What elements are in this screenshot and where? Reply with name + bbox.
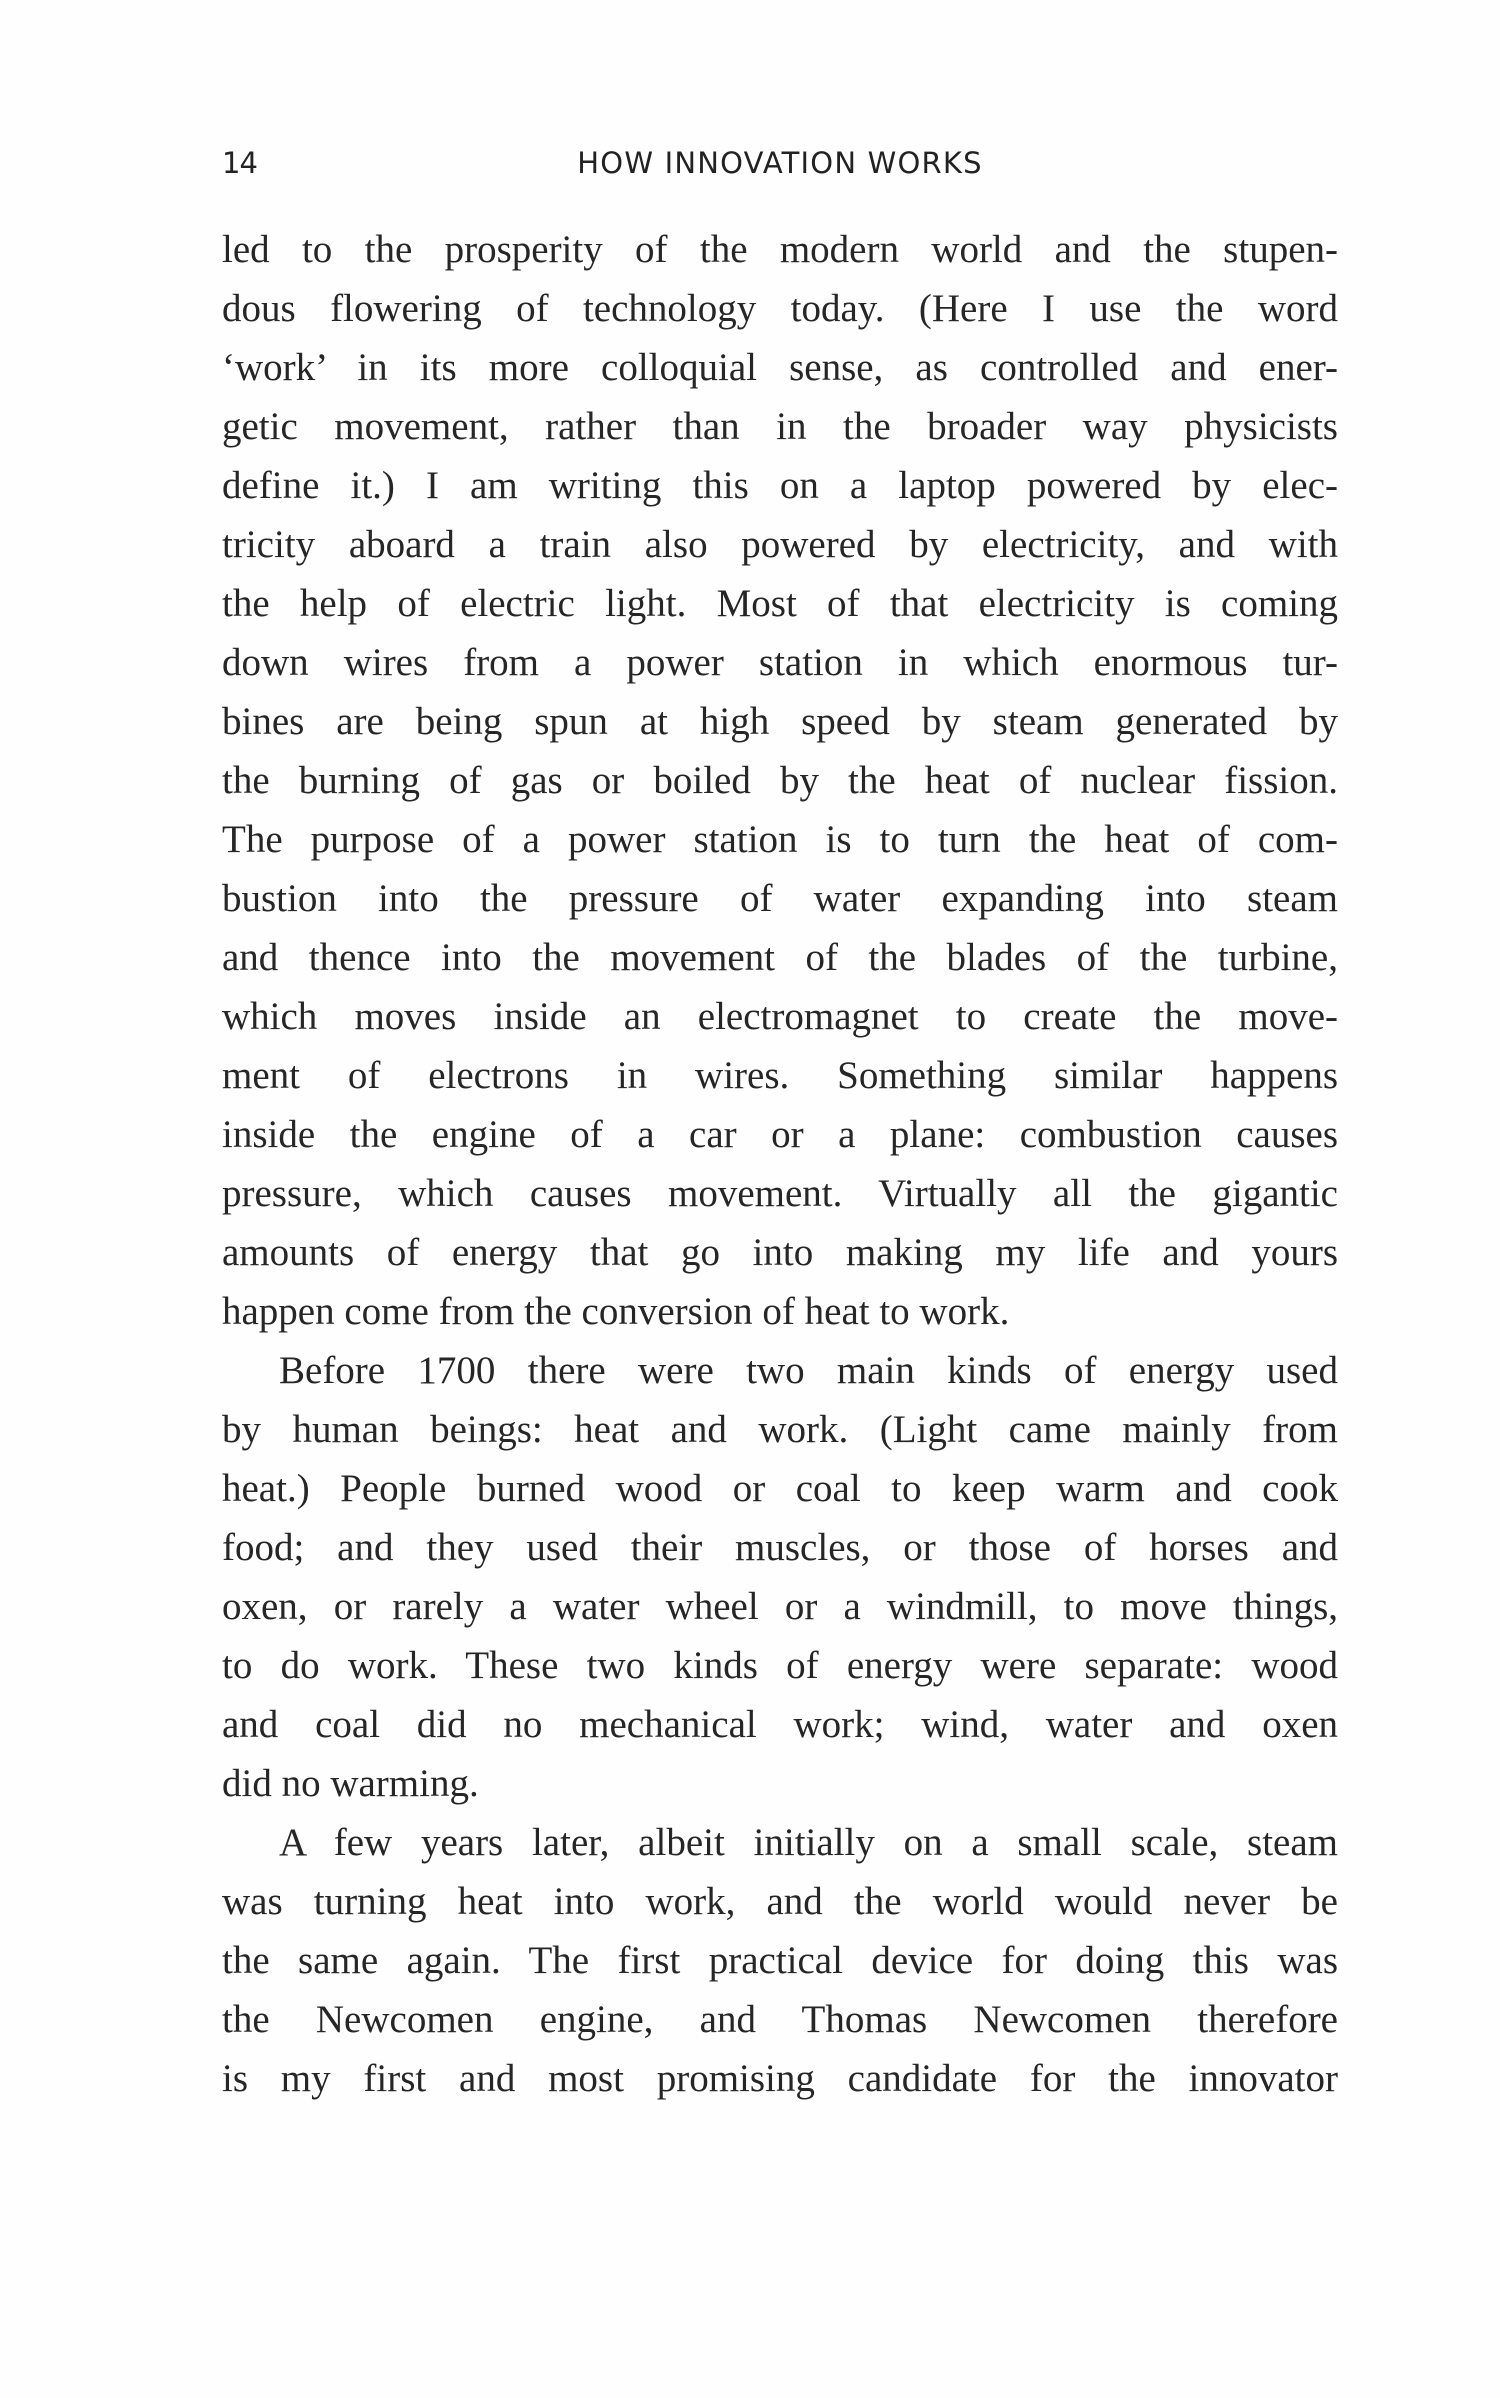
text-line: is my first and most promising candidate for the innovator [222, 2057, 1338, 2100]
text-line: A few years later, albeit initially on a small scale, steam [279, 1821, 1338, 1864]
text-line: bines are being spun at high speed by steam generated by [222, 700, 1338, 743]
text-line: getic movement, rather than in the broader way physicists [222, 405, 1338, 448]
text-line: food; and they used their muscles, or those of horses and [222, 1526, 1338, 1569]
text-line: was turning heat into work, and the world would never be [222, 1880, 1338, 1923]
text-line: heat.) People burned wood or coal to keep warm and cook [222, 1467, 1338, 1510]
text-line: define it.) I am writing this on a laptop powered by elec- [222, 464, 1338, 507]
text-line: and coal did no mechanical work; wind, water and oxen [222, 1703, 1338, 1746]
text-line: dous flowering of technology today. (Here I use the word [222, 287, 1338, 330]
text-line: ment of electrons in wires. Something similar happens [222, 1054, 1338, 1097]
text-line: to do work. These two kinds of energy were separate: wood [222, 1644, 1338, 1687]
text-line: happen come from the conversion of heat to work. [222, 1290, 1010, 1333]
text-line: oxen, or rarely a water wheel or a windmill, to move things, [222, 1585, 1338, 1628]
text-line: pressure, which causes movement. Virtually all the gigantic [222, 1172, 1338, 1215]
text-line: by human beings: heat and work. (Light came mainly from [222, 1408, 1338, 1451]
running-head [222, 146, 1338, 180]
paragraph-3 [222, 1813, 1338, 2108]
text-line: inside the engine of a car or a plane: combustion causes [222, 1113, 1338, 1156]
page-number: 14 [222, 146, 257, 180]
text-line: down wires from a power station in which enormous tur- [222, 641, 1338, 684]
text-line: the help of electric light. Most of that electricity is coming [222, 582, 1338, 625]
text-line: which moves inside an electromagnet to create the move- [222, 995, 1338, 1038]
paragraph-2 [222, 1341, 1338, 1813]
text-line: led to the prosperity of the modern world and the stupen- [222, 228, 1338, 271]
body-text [222, 220, 1338, 2108]
text-line: the Newcomen engine, and Thomas Newcomen therefore [222, 1998, 1338, 2041]
text-line: The purpose of a power station is to turn the heat of com- [222, 818, 1338, 861]
text-line: the burning of gas or boiled by the heat of nuclear fission. [222, 759, 1338, 802]
text-line: amounts of energy that go into making my life and yours [222, 1231, 1338, 1274]
text-line: bustion into the pressure of water expanding into steam [222, 877, 1338, 920]
text-line: the same again. The first practical device for doing this was [222, 1939, 1338, 1982]
text-line: ‘work’ in its more colloquial sense, as controlled and ener- [222, 346, 1338, 389]
text-line: and thence into the movement of the blades of the turbine, [222, 936, 1338, 979]
running-title: HOW INNOVATION WORKS [577, 146, 983, 180]
text-line: did no warming. [222, 1762, 479, 1805]
text-line: Before 1700 there were two main kinds of energy used [279, 1349, 1338, 1392]
text-line: tricity aboard a train also powered by electricity, and with [222, 523, 1338, 566]
paragraph-1 [222, 220, 1338, 1341]
